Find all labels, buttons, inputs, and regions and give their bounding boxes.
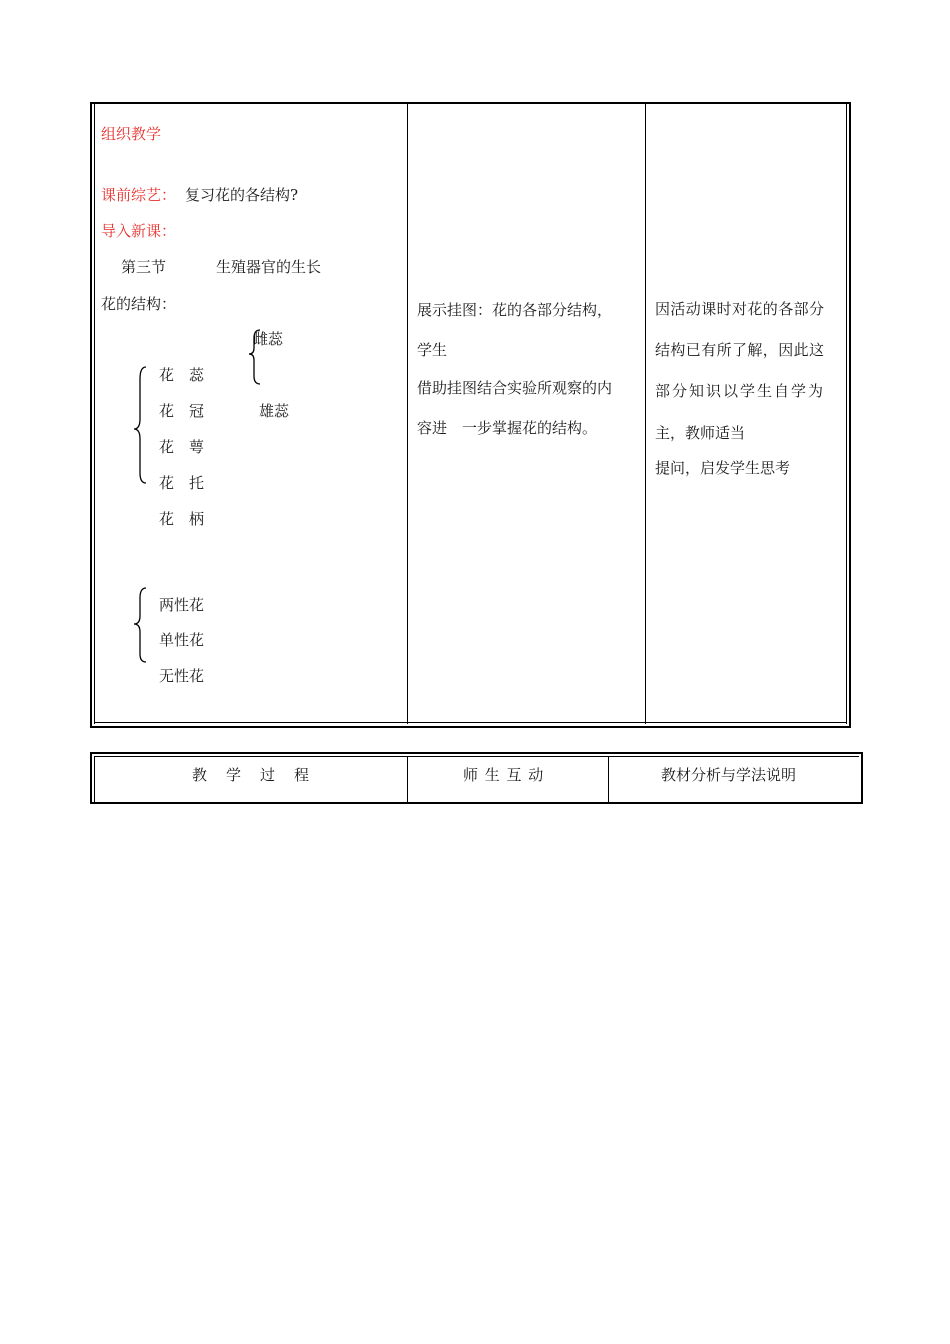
interaction-line: 容进 一步掌握花的结构。	[417, 419, 598, 437]
header-left-border	[90, 752, 92, 804]
table-top-border	[90, 102, 851, 104]
flower-part-item: 花 萼	[159, 438, 205, 456]
analysis-line: 部分知识以学生自学为	[655, 382, 826, 400]
table-right-border	[849, 102, 851, 728]
new-lesson-label: 导入新课：	[101, 222, 177, 240]
stamen-label: 雄蕊	[259, 402, 290, 420]
organize-teaching-label: 组织教学	[101, 125, 162, 143]
header-analysis: 教材分析与学法说明	[661, 766, 797, 784]
table-right-inner-border	[846, 104, 847, 724]
table-bottom-inner-border	[94, 722, 847, 723]
section-number: 第三节	[121, 258, 167, 276]
analysis-line: 结构已有所了解，因此这	[655, 341, 825, 359]
pre-class-review-text: 复习花的各结构?	[185, 186, 299, 204]
flower-type-item: 无性花	[159, 667, 205, 685]
header-divider-1	[407, 756, 408, 802]
header-teaching-process: 教 学 过 程	[192, 766, 312, 784]
header-divider-2	[608, 756, 609, 802]
pistil-label: 雌蕊	[253, 330, 284, 348]
pistil-stamen-brace	[246, 328, 266, 388]
analysis-line: 提问，启发学生思考	[655, 459, 791, 477]
table-left-border	[90, 102, 92, 728]
flower-types-brace	[130, 586, 150, 666]
header-left-inner-border	[94, 756, 95, 802]
header-interaction: 师 生 互 动	[463, 766, 545, 784]
flower-type-item: 单性花	[159, 631, 205, 649]
table-left-inner-border	[94, 104, 95, 724]
pre-class-review-label: 课前综艺：	[101, 186, 177, 204]
analysis-line: 主，教师适当	[655, 424, 746, 442]
section-title: 生殖器官的生长	[216, 258, 322, 276]
column-divider-1	[407, 104, 408, 724]
flower-part-item: 花 冠	[159, 402, 205, 420]
table-bottom-border	[90, 726, 851, 728]
header-top-border	[90, 752, 863, 754]
flower-structure-label: 花的结构：	[101, 295, 177, 313]
flower-part-item: 花 蕊	[159, 366, 205, 384]
header-bottom-border	[90, 802, 863, 804]
flower-part-item: 花 托	[159, 474, 205, 492]
flower-part-item: 花 柄	[159, 510, 205, 528]
interaction-line: 学生	[417, 341, 448, 359]
analysis-line: 因活动课时对花的各部分	[655, 300, 825, 318]
flower-parts-brace	[130, 365, 150, 485]
header-top-inner-border	[94, 756, 859, 757]
interaction-line: 借助挂图结合实验所观察的内	[417, 379, 613, 397]
header-right-border	[861, 752, 863, 804]
flower-type-item: 两性花	[159, 596, 205, 614]
interaction-line: 展示挂图：花的各部分结构，	[417, 301, 613, 319]
column-divider-2	[645, 104, 646, 724]
